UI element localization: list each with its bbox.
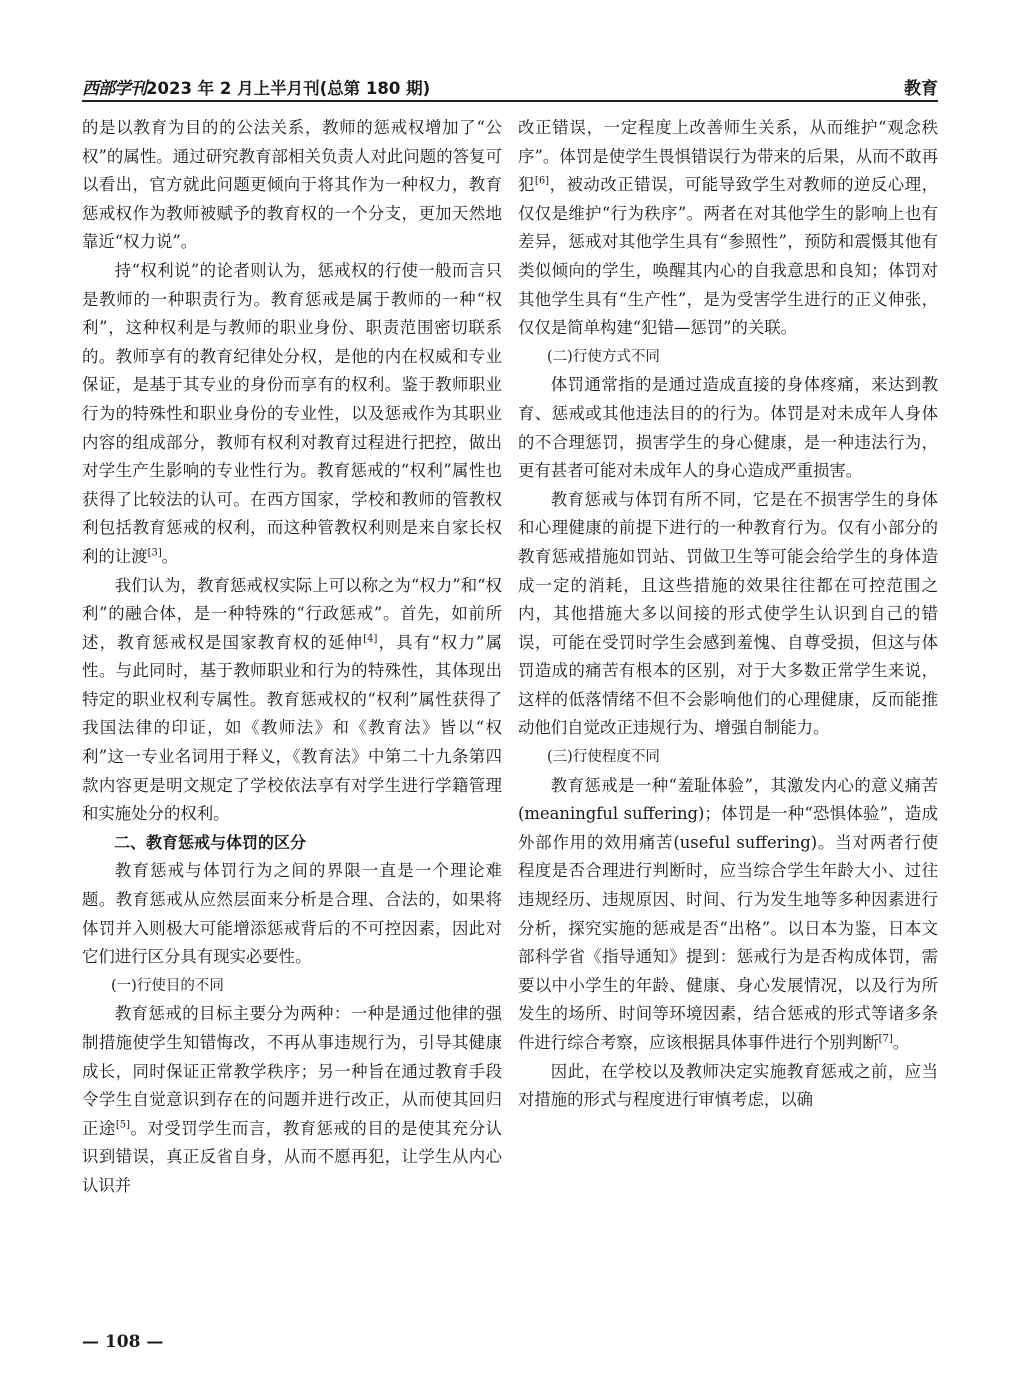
citation-marker: [5] xyxy=(115,1119,130,1131)
text-run: (三)行使程度不同 xyxy=(547,749,660,766)
page-number: — 108 — xyxy=(82,1332,164,1352)
paragraph xyxy=(82,572,502,829)
paragraph-continued xyxy=(82,114,502,257)
paragraph xyxy=(518,772,938,1058)
citation-marker: [6] xyxy=(534,175,550,187)
text-run: 体罚通常指的是通过造成直接的身体疼痛，来达到教育、惩戒或其他违法目的的行为。体罚是对未成年人身体的不合理惩罚，损害学生的身心健康，是一种违法行为，更有甚者可能对未成年人的身心造成严重损害。 xyxy=(518,375,938,481)
paragraph-continued xyxy=(518,114,938,343)
text-run: 因此，在学校以及教师决定实施教育惩戒之前，应当对措施的形式与程度进行审慎考虑，以确 xyxy=(518,1061,938,1110)
text-run: 二、教育惩戒与体罚的区分 xyxy=(114,832,307,852)
text-run: (一)行使目的不同 xyxy=(111,977,224,994)
section-title: 教育 xyxy=(904,79,938,99)
text-run: (二)行使方式不同 xyxy=(547,348,660,365)
text-run: 的是以教育为目的的公法关系，教师的惩戒权增加了“公权”的属性。通过研究教育部相关负责人对此问题的答复可以看出，官方就此问题更倾向于将其作为一种权力，教育惩戒权作为教师被赋予的教育权的一个分支，更加天然地靠近“权力说”。 xyxy=(82,118,502,252)
paragraph xyxy=(518,1058,938,1115)
subsection-heading xyxy=(82,972,502,1001)
text-run: ，具有“权力”属性。与此同时，基于教师职业和行为的特殊性，其体现出特定的职业权利专属性。教育惩戒权的“权利”属性获得了我国法律的印证，如《教师法》和《教育法》皆以“权利”这一专业名词用于释义，《教育法》中第二十九条第四款内容更是明文规定了学校依法享有对学生进行学籍管理和实施处分的权利。 xyxy=(82,632,502,824)
citation-marker: [7] xyxy=(878,1033,893,1045)
running-header xyxy=(82,74,938,100)
citation-marker: [4] xyxy=(363,633,378,645)
text-run: 我们认为，教育惩戒权实际上可以称之为“权力”和“权利”的融合体，是一种特殊的“行政惩戒”。首先，如前所述，教育惩戒权是国家教育权的延伸 xyxy=(82,575,502,652)
paragraph xyxy=(518,486,938,743)
header-left xyxy=(82,74,430,99)
text-run: 教育惩戒的目标主要分为两种：一种是通过他律的强制措施使学生知错悔改，不再从事违规行为，引导其健康成长，同时保证正常教学秩序；另一种旨在通过教育手段令学生自觉意识到存在的问题并进行改正，从而使其回归正途 xyxy=(82,1004,502,1138)
paragraph xyxy=(82,257,502,572)
text-run: 教育惩戒是一种“羞耻体验”，其激发内心的意义痛苦(meaningful suffering)；体罚是一种“恐惧体验”，造成外部作用的效用痛苦(useful suffering)。当对两者行使程度是否合理进行判断时，应当综合学生年龄大小、过往违规经历、违规原因、时间、行为发生地等多种因素进行分析，探究实施的惩戒是否“出格”。以日本为鉴，日本文部科学省《指导通知》提到：惩戒行为是否构成体罚，需要以中小学生的年龄、健康、身心发展情况，以及行为所发生的场所、时间等环境因素，结合惩戒的形式等诸多条件进行综合考察，应该根据具体事件进行个别判断 xyxy=(518,775,938,1052)
subsection-heading xyxy=(518,743,938,772)
section-heading xyxy=(82,829,502,858)
text-run: 。 xyxy=(892,1033,910,1052)
paragraph xyxy=(82,1000,502,1200)
text-run: ，被动改正错误，可能导致学生对教师的逆反心理，仅仅是维护“行为秩序”。两者在对其他学生的影响上也有差异，惩戒对其他学生具有“参照性”，预防和震慑其他有类似倾向的学生，唤醒其内心的自我意思和良知；体罚对其他学生具有“生产性”，是为受害学生进行的正义伸张，仅仅是简单构建“犯错—惩罚”的关联。 xyxy=(518,175,939,338)
paragraph xyxy=(82,857,502,971)
journal-logo: 西部学刊 xyxy=(82,79,146,99)
issue-info: 2023 年 2 月上半月刊(总第 180 期) xyxy=(146,79,431,98)
text-run: 改正错误，一定程度上改善师生关系，从而维护“观念秩序”。体罚是使学生畏惧错误行为带来的后果，从而不敢再犯 xyxy=(518,118,938,195)
left-column xyxy=(82,114,502,1201)
text-run: 。 xyxy=(161,546,179,566)
text-run: 持“权利说”的论者则认为，惩戒权的行使一般而言只是教师的一种职责行为。教育惩戒是属于教师的一种“权利”，这种权利是与教师的职业身份、职责范围密切联系的。教师享有的教育纪律处分权，是他的内在权威和专业保证，是基于其专业的身份而享有的权利。鉴于教师职业行为的特殊性和职业身份的专业性，以及惩戒作为其职业内容的组成部分，教师有权利对教育过程进行把控，做出对学生产生影响的专业性行为。教育惩戒的“权利”属性也获得了比较法的认可。在西方国家，学校和教师的管教权利包括教育惩戒的权利，而这种管教权利则是来自家长权利的让渡 xyxy=(82,260,502,566)
subsection-heading xyxy=(518,343,938,372)
text-run: 教育惩戒与体罚有所不同，它是在不损害学生的身体和心理健康的前提下进行的一种教育行为。仅有小部分的教育惩戒措施如罚站、罚做卫生等可能会给学生的身体造成一定的消耗，且这些措施的效果往往都在可控范围之内，其他措施大多以间接的形式使学生认识到自己的错误，可能在受罚时学生会感到羞愧、自尊受损，但这与体罚造成的痛苦有根本的区别，对于大多数正常学生来说，这样的低落情绪不但不会影响他们的心理健康，反而能推动他们自觉改正违规行为、增强自制能力。 xyxy=(518,489,938,738)
text-run: 。对受罚学生而言，教育惩戒的目的是使其充分认识到错误，真正反省自身，从而不愿再犯，让学生从内心认识并 xyxy=(82,1118,503,1195)
right-column xyxy=(518,114,938,1115)
citation-marker: [3] xyxy=(147,547,162,559)
paragraph xyxy=(518,371,938,485)
header-divider xyxy=(82,100,938,102)
text-run: 教育惩戒与体罚行为之间的界限一直是一个理论难题。教育惩戒从应然层面来分析是合理、合法的，如果将体罚并入则极大可能增添惩戒背后的不可控因素，因此对它们进行区分具有现实必要性。 xyxy=(82,861,502,967)
